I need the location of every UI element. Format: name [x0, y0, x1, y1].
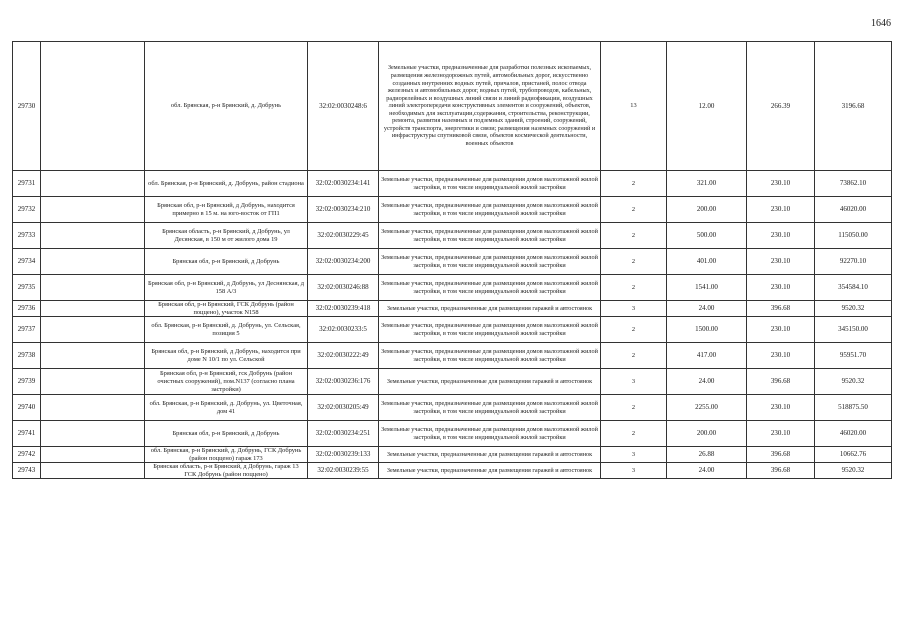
land-use-cell: Земельные участки, предназначенные для размещения домов малоэтажной жилой застройки, в том числе индивидуальной жилой застройки — [379, 275, 601, 301]
land-use-cell: Земельные участки, предназначенные для размещения домов малоэтажной жилой застройки, в том числе индивидуальной жилой застройки — [379, 249, 601, 275]
cadastral-value-cell: 73862.10 — [815, 171, 892, 197]
row-number-cell: 29738 — [13, 343, 41, 369]
table-row — [13, 301, 892, 317]
empty-cell — [41, 447, 145, 463]
area-cell: 401.00 — [667, 249, 747, 275]
row-number-cell: 29743 — [13, 463, 41, 479]
address-cell: обл. Брянская, р-н Брянский, д. Добрунь, ГСК Добрунь (район поццено) гараж 173 — [145, 447, 308, 463]
table-row — [13, 421, 892, 447]
cadastral-value-cell: 46020.00 — [815, 421, 892, 447]
cadastral-value-cell: 3196.68 — [815, 42, 892, 171]
empty-cell — [41, 249, 145, 275]
use-group-cell: 2 — [601, 171, 667, 197]
address-cell: обл. Брянская, р-н Брянский, д. Добрунь, ул. Сельская, позиция 5 — [145, 317, 308, 343]
row-number-cell: 29731 — [13, 171, 41, 197]
table-row — [13, 463, 892, 479]
empty-cell — [41, 343, 145, 369]
table-row — [13, 447, 892, 463]
cadastral-value-cell: 518875.50 — [815, 395, 892, 421]
use-group-cell: 2 — [601, 275, 667, 301]
cadastral-number-cell: 32:02:0030239:55 — [308, 463, 379, 479]
table-row — [13, 249, 892, 275]
area-cell: 200.00 — [667, 421, 747, 447]
cadastral-number-cell: 32:02:0030229:45 — [308, 223, 379, 249]
cadastral-number-cell: 32:02:0030234:210 — [308, 197, 379, 223]
row-number-cell: 29730 — [13, 42, 41, 171]
use-group-cell: 2 — [601, 223, 667, 249]
specific-value-cell: 230.10 — [747, 223, 815, 249]
table-row — [13, 275, 892, 301]
address-cell: обл. Брянская, р-н Брянский, д. Добрунь — [145, 42, 308, 171]
address-cell: Брянская обл, р-н Брянский, д Добрунь, находится при доме N 10/1 по ул. Сельской — [145, 343, 308, 369]
cadastral-number-cell: 32:02:0030222:49 — [308, 343, 379, 369]
address-cell: Брянская обл, р-н Брянский, ГСК Добрунь (район поццено), участок N158 — [145, 301, 308, 317]
specific-value-cell: 230.10 — [747, 395, 815, 421]
empty-cell — [41, 421, 145, 447]
use-group-cell: 3 — [601, 463, 667, 479]
cadastral-number-cell: 32:02:0030233:5 — [308, 317, 379, 343]
table-row — [13, 343, 892, 369]
area-cell: 12.00 — [667, 42, 747, 171]
row-number-cell: 29737 — [13, 317, 41, 343]
empty-cell — [41, 301, 145, 317]
use-group-cell: 2 — [601, 317, 667, 343]
cadastral-number-cell: 32:02:0030205:49 — [308, 395, 379, 421]
specific-value-cell: 230.10 — [747, 421, 815, 447]
area-cell: 24.00 — [667, 369, 747, 395]
specific-value-cell: 266.39 — [747, 42, 815, 171]
cadastral-value-cell: 92270.10 — [815, 249, 892, 275]
cadastral-number-cell: 32:02:0030234:141 — [308, 171, 379, 197]
row-number-cell: 29732 — [13, 197, 41, 223]
empty-cell — [41, 223, 145, 249]
use-group-cell: 2 — [601, 395, 667, 421]
table-row — [13, 42, 892, 171]
land-use-cell: Земельные участки, предназначенные для размещения гаражей и автостоянок — [379, 447, 601, 463]
land-use-cell: Земельные участки, предназначенные для размещения домов малоэтажной жилой застройки, в том числе индивидуальной жилой застройки — [379, 317, 601, 343]
land-use-cell: Земельные участки, предназначенные для размещения гаражей и автостоянок — [379, 301, 601, 317]
land-use-cell: Земельные участки, предназначенные для размещения домов малоэтажной жилой застройки, в том числе индивидуальной жилой застройки — [379, 197, 601, 223]
land-use-cell: Земельные участки, предназначенные для размещения домов малоэтажной жилой застройки, в том числе индивидуальной жилой застройки — [379, 171, 601, 197]
address-cell: обл. Брянская, р-н Брянский, д. Добрунь, ул. Цветочная, дом 41 — [145, 395, 308, 421]
empty-cell — [41, 369, 145, 395]
area-cell: 500.00 — [667, 223, 747, 249]
cadastral-number-cell: 32:02:0030248:6 — [308, 42, 379, 171]
specific-value-cell: 396.68 — [747, 447, 815, 463]
use-group-cell: 13 — [601, 42, 667, 171]
cadastral-value-cell: 95951.70 — [815, 343, 892, 369]
table-row — [13, 197, 892, 223]
empty-cell — [41, 275, 145, 301]
row-number-cell: 29740 — [13, 395, 41, 421]
specific-value-cell: 230.10 — [747, 171, 815, 197]
address-cell: Брянская обл, р-н Брянский, д Добрунь, ул Деснянская, д 158 А/3 — [145, 275, 308, 301]
table-row — [13, 171, 892, 197]
cadastral-value-cell: 9520.32 — [815, 463, 892, 479]
area-cell: 24.00 — [667, 301, 747, 317]
cadastral-number-cell: 32:02:0030234:200 — [308, 249, 379, 275]
specific-value-cell: 396.68 — [747, 369, 815, 395]
area-cell: 26.88 — [667, 447, 747, 463]
table-row — [13, 369, 892, 395]
empty-cell — [41, 171, 145, 197]
table-row — [13, 395, 892, 421]
address-cell: обл. Брянская, р-н Брянский, д. Добрунь, район стадиона — [145, 171, 308, 197]
cadastral-value-cell: 354584.10 — [815, 275, 892, 301]
empty-cell — [41, 317, 145, 343]
table-row — [13, 317, 892, 343]
area-cell: 1500.00 — [667, 317, 747, 343]
address-cell: Брянская обл, р-н Брянский, д Добрунь — [145, 421, 308, 447]
address-cell: Брянская обл, р-н Брянский, д Добрунь — [145, 249, 308, 275]
land-use-cell: Земельные участки, предназначенные для разработки полезных ископаемых, размещения железнодорожных путей, автомобильных дорог, искусственно созданных внутренних водных путей, причалов, пристаней, полос отвода железных и автомобильных дорог, водных путей, трубопроводов, кабельных, радиорелейных и воздушных линий связи и линий радиофикации, воздушных линий электропередачи конструктивных элементов и сооружений, объектов, необходимых для эксплуатации,содержания, строительства, реконструкции, ремонта, развития наземных и подземных зданий, строений, сооружений, устройств транспорта, энергетики и связи; размещения наземных сооружений и инфраструктуры спутниковой связи, объектов космической деятельности, военных объектов — [379, 42, 601, 171]
row-number-cell: 29736 — [13, 301, 41, 317]
specific-value-cell: 230.10 — [747, 343, 815, 369]
specific-value-cell: 230.10 — [747, 275, 815, 301]
specific-value-cell: 396.68 — [747, 463, 815, 479]
table-row — [13, 223, 892, 249]
row-number-cell: 29735 — [13, 275, 41, 301]
land-use-cell: Земельные участки, предназначенные для размещения домов малоэтажной жилой застройки, в том числе индивидуальной жилой застройки — [379, 343, 601, 369]
use-group-cell: 3 — [601, 447, 667, 463]
row-number-cell: 29734 — [13, 249, 41, 275]
cadastral-value-cell: 345150.00 — [815, 317, 892, 343]
use-group-cell: 3 — [601, 369, 667, 395]
use-group-cell: 2 — [601, 343, 667, 369]
address-cell: Брянская обл, р-н Брянский, д Добрунь, находится примерно в 15 м. на юго-восток от ГП1 — [145, 197, 308, 223]
cadastral-number-cell: 32:02:0030234:251 — [308, 421, 379, 447]
empty-cell — [41, 197, 145, 223]
cadastral-value-cell: 9520.32 — [815, 301, 892, 317]
address-cell: Брянская область, р-н Брянский, д Добрунь, ул Десянская, в 150 м от жилого дома 19 — [145, 223, 308, 249]
cadastral-value-cell: 10662.76 — [815, 447, 892, 463]
land-use-cell: Земельные участки, предназначенные для размещения гаражей и автостоянок — [379, 369, 601, 395]
use-group-cell: 2 — [601, 249, 667, 275]
row-number-cell: 29741 — [13, 421, 41, 447]
area-cell: 2255.00 — [667, 395, 747, 421]
area-cell: 417.00 — [667, 343, 747, 369]
address-cell: Брянская обл, р-н Брянский, гск Добрунь (район очистных сооружений), пом.N137 (согласно плана застройки) — [145, 369, 308, 395]
land-use-cell: Земельные участки, предназначенные для размещения домов малоэтажной жилой застройки, в том числе индивидуальной жилой застройки — [379, 223, 601, 249]
cadastral-number-cell: 32:02:0030236:176 — [308, 369, 379, 395]
address-cell: Брянская область, р-н Брянский, д Добрунь, гараж 13 ГСК Добрунь (район поццено) — [145, 463, 308, 479]
land-use-cell: Земельные участки, предназначенные для размещения домов малоэтажной жилой застройки, в том числе индивидуальной жилой застройки — [379, 421, 601, 447]
empty-cell — [41, 463, 145, 479]
empty-cell — [41, 395, 145, 421]
cadastral-number-cell: 32:02:0030246:88 — [308, 275, 379, 301]
cadastral-number-cell: 32:02:0030239:418 — [308, 301, 379, 317]
use-group-cell: 3 — [601, 301, 667, 317]
land-use-cell: Земельные участки, предназначенные для размещения домов малоэтажной жилой застройки, в том числе индивидуальной жилой застройки — [379, 395, 601, 421]
area-cell: 1541.00 — [667, 275, 747, 301]
cadastral-value-table — [12, 41, 892, 479]
specific-value-cell: 230.10 — [747, 317, 815, 343]
page-number: 1646 — [871, 18, 891, 29]
area-cell: 321.00 — [667, 171, 747, 197]
specific-value-cell: 230.10 — [747, 197, 815, 223]
row-number-cell: 29733 — [13, 223, 41, 249]
land-use-cell: Земельные участки, предназначенные для размещения гаражей и автостоянок — [379, 463, 601, 479]
cadastral-value-cell: 46020.00 — [815, 197, 892, 223]
empty-cell — [41, 42, 145, 171]
use-group-cell: 2 — [601, 421, 667, 447]
use-group-cell: 2 — [601, 197, 667, 223]
specific-value-cell: 230.10 — [747, 249, 815, 275]
row-number-cell: 29739 — [13, 369, 41, 395]
cadastral-number-cell: 32:02:0030239:133 — [308, 447, 379, 463]
cadastral-value-cell: 115050.00 — [815, 223, 892, 249]
cadastral-value-cell: 9520.32 — [815, 369, 892, 395]
specific-value-cell: 396.68 — [747, 301, 815, 317]
area-cell: 24.00 — [667, 463, 747, 479]
area-cell: 200.00 — [667, 197, 747, 223]
row-number-cell: 29742 — [13, 447, 41, 463]
